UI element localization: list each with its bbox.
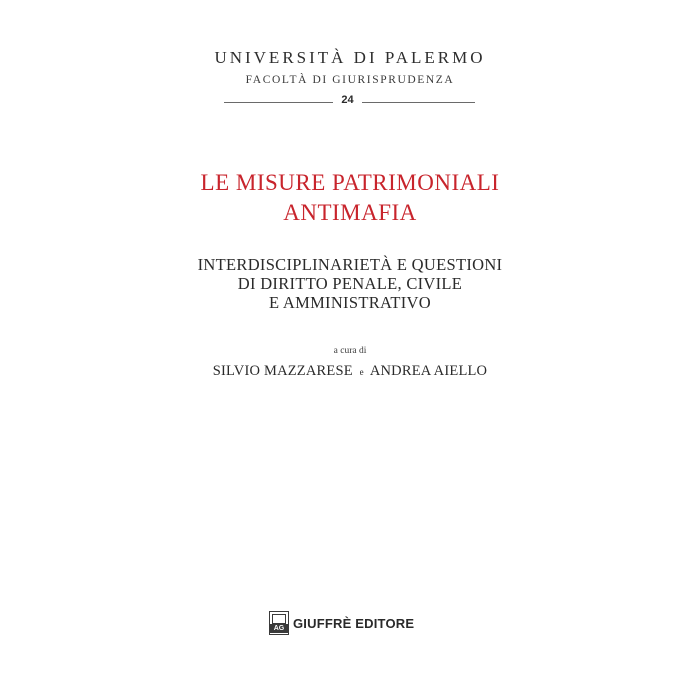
editors-conjunction: e [359, 367, 364, 377]
book-subtitle-line-2: DI DIRITTO PENALE, CIVILE [237, 274, 463, 293]
publisher-logo-icon [269, 611, 289, 635]
volume-number: 24 [341, 94, 354, 106]
publisher-logo-text: AG [270, 624, 288, 633]
faculty-name: FACOLTÀ DI GIURISPRUDENZA [245, 74, 455, 86]
series-rule-right [362, 102, 475, 103]
publisher-mark [269, 610, 414, 636]
book-title-line-2: ANTIMAFIA [283, 200, 417, 225]
editors-label: a cura di [333, 346, 367, 356]
series-rule-left [224, 102, 333, 103]
editors-line [0, 363, 700, 380]
publisher-name: GIUFFRÈ EDITORE [293, 615, 415, 631]
editor-name-1: SILVIO MAZZARESE [212, 363, 353, 379]
book-subtitle-line-3: E AMMINISTRATIVO [268, 293, 431, 312]
book-title-line-1: LE MISURE PATRIMONIALI [200, 170, 500, 195]
publisher-logo-frame [272, 614, 286, 624]
university-name: UNIVERSITÀ DI PALERMO [214, 48, 486, 67]
book-subtitle-line-1: INTERDISCIPLINARIETÀ E QUESTIONI [197, 255, 503, 274]
editor-name-2: ANDREA AIELLO [369, 363, 488, 379]
